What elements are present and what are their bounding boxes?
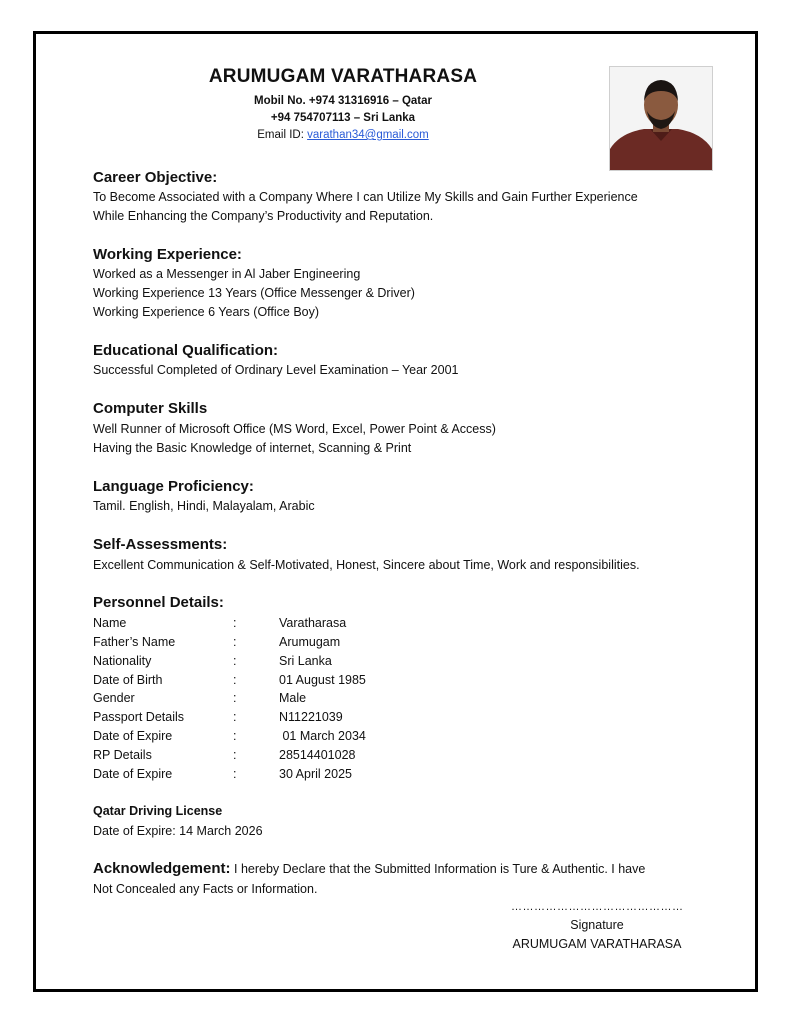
acknowledgement-text: I hereby Declare that the Submitted Information is Ture & Authentic. I have (230, 862, 646, 876)
detail-value: 30 April 2025 (279, 767, 352, 781)
self-assessment-heading: Self-Assessments: (93, 536, 228, 553)
detail-label: Father’s Name (93, 635, 176, 649)
person-portrait-icon (610, 67, 712, 170)
detail-label: Nationality (93, 654, 152, 668)
computer-skill-item: Well Runner of Microsoft Office (MS Word, Excel, Power Point & Access) (93, 422, 496, 436)
detail-value: Arumugam (279, 635, 341, 649)
language-heading: Language Proficiency: (93, 478, 254, 495)
education-heading: Educational Qualification: (93, 342, 279, 359)
detail-colon: : (233, 616, 237, 630)
driving-license-heading: Qatar Driving License (93, 804, 223, 818)
detail-label: RP Details (93, 748, 152, 762)
signature-label: Signature (570, 918, 624, 932)
detail-colon: : (233, 691, 237, 705)
mobile-qatar: Mobil No. +974 31316916 – Qatar (253, 95, 433, 107)
personnel-details-heading: Personnel Details: (93, 594, 224, 611)
detail-colon: : (233, 729, 237, 743)
experience-item: Working Experience 13 Years (Office Messenger & Driver) (93, 286, 415, 300)
education-text: Successful Completed of Ordinary Level Examination – Year 2001 (93, 363, 459, 377)
detail-label: Date of Birth (93, 673, 163, 687)
detail-colon: : (233, 767, 237, 781)
career-objective-line-1: To Become Associated with a Company Where I can Utilize My Skills and Gain Further Experience (93, 190, 638, 204)
experience-item: Worked as a Messenger in Al Jaber Engineering (93, 267, 361, 281)
computer-skill-item: Having the Basic Knowledge of internet, Scanning & Print (93, 441, 412, 455)
detail-value: Sri Lanka (279, 654, 332, 668)
acknowledgement-line-2: Not Concealed any Facts or Information. (93, 882, 318, 896)
acknowledgement-line-1 (93, 859, 645, 879)
detail-colon: : (233, 673, 237, 687)
working-experience-heading: Working Experience: (93, 246, 242, 263)
signature-name: ARUMUGAM VARATHARASA (512, 937, 682, 951)
detail-value: 01 March 2034 (279, 729, 366, 743)
detail-value: N11221039 (279, 710, 343, 724)
detail-label: Date of Expire (93, 767, 173, 781)
signature-line: ……………………………………… (511, 901, 684, 913)
detail-colon: : (233, 654, 237, 668)
email-link[interactable]: varathan34@gmail.com (307, 129, 429, 141)
detail-colon: : (233, 710, 237, 724)
candidate-name: ARUMUGAM VARATHARASA (208, 66, 478, 87)
language-text: Tamil. English, Hindi, Malayalam, Arabic (93, 499, 315, 513)
driving-license-expiry: Date of Expire: 14 March 2026 (93, 824, 263, 838)
detail-label: Name (93, 616, 127, 630)
self-assessment-text: Excellent Communication & Self-Motivated, Honest, Sincere about Time, Work and responsibilities. (93, 558, 640, 572)
computer-skills-heading: Computer Skills (93, 400, 208, 417)
detail-value: 01 August 1985 (279, 673, 366, 687)
detail-value: 28514401028 (279, 748, 356, 762)
detail-value: Varatharasa (279, 616, 347, 630)
experience-item: Working Experience 6 Years (Office Boy) (93, 305, 320, 319)
email-label: Email ID: (257, 129, 308, 141)
detail-label: Passport Details (93, 710, 185, 724)
profile-photo (609, 66, 713, 171)
email-line (160, 129, 526, 141)
detail-colon: : (233, 635, 237, 649)
detail-label: Gender (93, 691, 135, 705)
mobile-srilanka: +94 754707113 – Sri Lanka (270, 112, 416, 124)
detail-value: Male (279, 691, 307, 705)
detail-colon: : (233, 748, 237, 762)
career-objective-line-2: While Enhancing the Company’s Productivity and Reputation. (93, 209, 434, 223)
career-objective-heading: Career Objective: (93, 169, 218, 186)
detail-label: Date of Expire (93, 729, 173, 743)
acknowledgement-heading: Acknowledgement: (93, 860, 231, 877)
